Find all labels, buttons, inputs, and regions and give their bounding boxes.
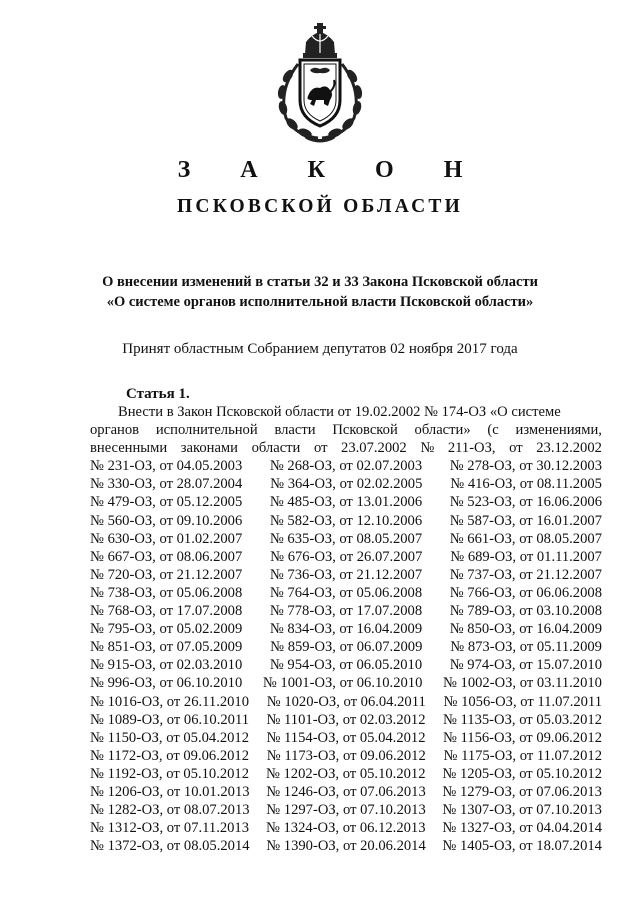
article-body-line — [90, 693, 602, 711]
article-body-segment: № 1156-ОЗ, от 09.06.2012 — [442, 729, 602, 746]
article-body-segment: № 954-ОЗ, от 06.05.2010 — [269, 657, 423, 674]
article-body-segment: № 778-ОЗ, от 17.07.2008 — [269, 603, 423, 620]
article-body-segment: № 1002-ОЗ, от 03.11.2010 — [442, 675, 602, 692]
article-body-segment: № 364-ОЗ, от 02.02.2005 — [270, 476, 423, 493]
pskov-coat-of-arms-emblem — [272, 20, 368, 144]
article-body-segment: № 485-ОЗ, от 13.01.2006 — [269, 494, 423, 511]
article-body-segment: исполнительной — [155, 422, 258, 439]
article-body-segment: 211-ОЗ, — [447, 440, 496, 457]
article-body-segment: области — [251, 440, 301, 457]
article-body-segment: № 1246-ОЗ, от 07.06.2013 — [266, 783, 426, 800]
article-body-line — [90, 711, 602, 729]
article-body-line — [90, 674, 602, 692]
article-body-segment: № 873-ОЗ, от 05.11.2009 — [450, 639, 602, 656]
article-body-segment: № 1175-ОЗ, от 11.07.2012 — [443, 747, 602, 764]
article-body-segment: 23.12.2002 — [536, 440, 602, 457]
article-body-segment: № 736-ОЗ, от 21.12.2007 — [269, 566, 423, 583]
article-body-segment: № 1205-ОЗ, от 05.10.2012 — [442, 765, 602, 782]
article-body-segment: № 582-ОЗ, от 12.10.2006 — [269, 512, 423, 529]
article-body-segment: № 1312-ОЗ, от 07.11.2013 — [90, 820, 250, 837]
article-body-segment: № 1056-ОЗ, от 11.07.2011 — [443, 693, 602, 710]
article-body-segment: № 231-ОЗ, от 04.05.2003 — [90, 458, 243, 475]
article-body-line — [90, 421, 602, 439]
article-body-segment: № 661-ОЗ, от 08.05.2007 — [449, 530, 602, 547]
article-body-segment: органов — [90, 422, 140, 439]
article-body-segment: № 1150-ОЗ, от 05.04.2012 — [90, 729, 250, 746]
article-body-segment: № 1279-ОЗ, от 07.06.2013 — [442, 783, 602, 800]
article-body-segment: № 1135-ОЗ, от 05.03.2012 — [442, 711, 602, 728]
article-body-segment: № 268-ОЗ, от 02.07.2003 — [269, 458, 423, 475]
article-body-segment: № 789-ОЗ, от 03.10.2008 — [449, 603, 602, 620]
article-body-segment: № 1307-ОЗ, от 07.10.2013 — [442, 802, 602, 819]
article-body-segment: № 974-ОЗ, от 15.07.2010 — [449, 657, 602, 674]
article-body-segment: № 1020-ОЗ, от 06.04.2011 — [266, 693, 426, 710]
article-body-segment: № 1172-ОЗ, от 09.06.2012 — [90, 747, 250, 764]
article-body-line — [90, 584, 602, 602]
article-body-segment: № 1324-ОЗ, от 06.12.2013 — [265, 820, 426, 837]
article-body-line — [90, 475, 602, 493]
article-body-segment: № 766-ОЗ, от 06.06.2008 — [449, 584, 602, 601]
article-body-segment: 23.07.2002 — [341, 440, 407, 457]
law-subtitle-line-1: О внесении изменений в статьи 32 и 33 Закона Псковской области — [102, 274, 538, 290]
article-body-line — [90, 783, 602, 801]
article-body-line — [90, 602, 602, 620]
article-body-line — [90, 493, 602, 511]
article-body-segment: № 1001-ОЗ, от 06.10.2010 — [262, 675, 423, 692]
article-body-line — [90, 548, 602, 566]
article-body-segment: № 330-ОЗ, от 28.07.2004 — [90, 476, 243, 493]
article-body-segment: № 915-ОЗ, от 02.03.2010 — [90, 657, 243, 674]
article-body-segment: законами — [180, 440, 238, 457]
article-body-segment: № 996-ОЗ, от 06.10.2010 — [90, 675, 243, 692]
article-body-segment: № 1089-ОЗ, от 06.10.2011 — [90, 711, 250, 728]
article-body-segment: № 1327-ОЗ, от 04.04.2014 — [442, 820, 602, 837]
article-body-segment: № 720-ОЗ, от 21.12.2007 — [90, 566, 243, 583]
article-body-line — [90, 512, 602, 530]
article-body-segment: № 479-ОЗ, от 05.12.2005 — [90, 494, 243, 511]
article-body-segment: № 859-ОЗ, от 06.07.2009 — [270, 639, 423, 656]
article-body-line — [90, 747, 602, 765]
article-body-segment: № 1390-ОЗ, от 20.06.2014 — [266, 838, 426, 855]
article-body-segment: № — [420, 440, 435, 457]
document-type-title: З А К О Н — [177, 157, 485, 183]
article-body-segment: № 630-ОЗ, от 01.02.2007 — [90, 530, 243, 547]
article-body-segment: Внести в Закон Псковской области от 19.02.2002 № 174-ОЗ «О системе — [118, 404, 561, 420]
article-body-segment: № 1016-ОЗ, от 26.11.2010 — [90, 693, 250, 710]
article-body-segment: № 1173-ОЗ, от 09.06.2012 — [266, 747, 426, 764]
article-body-segment: № 560-ОЗ, от 09.10.2006 — [90, 512, 243, 529]
article-body-segment: № 1202-ОЗ, от 05.10.2012 — [265, 765, 426, 782]
article-body-segment: № 834-ОЗ, от 16.04.2009 — [269, 621, 423, 638]
article-body-segment: № 676-ОЗ, от 26.07.2007 — [270, 548, 423, 565]
article-body-segment: № 635-ОЗ, от 08.05.2007 — [269, 530, 423, 547]
article-body-line — [90, 620, 602, 638]
article-body-segment: № 1206-ОЗ, от 10.01.2013 — [90, 783, 250, 800]
region-title: ПСКОВСКОЙ ОБЛАСТИ — [177, 196, 463, 217]
article-body-line — [90, 819, 602, 837]
article-body-line — [90, 801, 602, 819]
article-body-segment: от — [509, 440, 523, 457]
adoption-note: Принят областным Собранием депутатов 02 ноября 2017 года — [122, 341, 518, 357]
article-body-segment: (с — [487, 422, 499, 439]
article-body-segment: № 738-ОЗ, от 05.06.2008 — [90, 584, 243, 601]
article-body-line — [90, 638, 602, 656]
article-body — [90, 403, 602, 855]
article-body-segment: № 278-ОЗ, от 30.12.2003 — [449, 458, 602, 475]
article-body-segment: № 1101-ОЗ, от 02.03.2012 — [266, 711, 426, 728]
article-body-segment: № 1154-ОЗ, от 05.04.2012 — [266, 729, 426, 746]
article-body-segment: № 850-ОЗ, от 16.04.2009 — [449, 621, 602, 638]
article-body-segment: № 587-ОЗ, от 16.01.2007 — [449, 512, 602, 529]
article-body-line — [90, 403, 602, 421]
article-body-line — [90, 837, 602, 855]
article-body-segment: от — [313, 440, 328, 457]
article-body-segment: № 1192-ОЗ, от 05.10.2012 — [90, 765, 250, 782]
article-body-line — [90, 439, 602, 457]
article-body-segment: власти — [274, 422, 316, 439]
article-body-segment: № 416-ОЗ, от 08.11.2005 — [450, 476, 602, 493]
article-heading: Статья 1. — [126, 386, 190, 402]
article-body-line — [90, 530, 602, 548]
article-body-line — [90, 656, 602, 674]
article-body-segment: внесенными — [90, 440, 168, 457]
article-body-segment: изменениями, — [515, 422, 602, 439]
article-body-segment: № 689-ОЗ, от 01.11.2007 — [450, 548, 602, 565]
article-body-line — [90, 729, 602, 747]
article-body-segment: области» — [414, 422, 471, 439]
article-body-segment: № 1372-ОЗ, от 08.05.2014 — [90, 838, 250, 855]
article-body-line — [90, 566, 602, 584]
article-body-segment: № 851-ОЗ, от 07.05.2009 — [90, 639, 243, 656]
article-body-segment: № 1297-ОЗ, от 07.10.2013 — [266, 802, 426, 819]
article-body-segment: № 1282-ОЗ, от 08.07.2013 — [90, 802, 250, 819]
article-body-segment: № 764-ОЗ, от 05.06.2008 — [269, 584, 423, 601]
article-body-line — [90, 765, 602, 783]
article-body-segment: № 795-ОЗ, от 05.02.2009 — [90, 621, 243, 638]
article-body-segment: № 1405-ОЗ, от 18.07.2014 — [442, 838, 602, 855]
article-body-segment: № 737-ОЗ, от 21.12.2007 — [449, 566, 602, 583]
article-body-line — [90, 457, 602, 475]
law-subtitle — [0, 272, 640, 312]
article-body-segment: № 667-ОЗ, от 08.06.2007 — [90, 548, 243, 565]
article-body-segment: № 768-ОЗ, от 17.07.2008 — [90, 603, 243, 620]
law-subtitle-line-2: «О системе органов исполнительной власти Псковской области» — [106, 294, 534, 310]
article-body-segment: № 523-ОЗ, от 16.06.2006 — [449, 494, 602, 511]
article-body-segment: Псковской — [332, 422, 398, 439]
